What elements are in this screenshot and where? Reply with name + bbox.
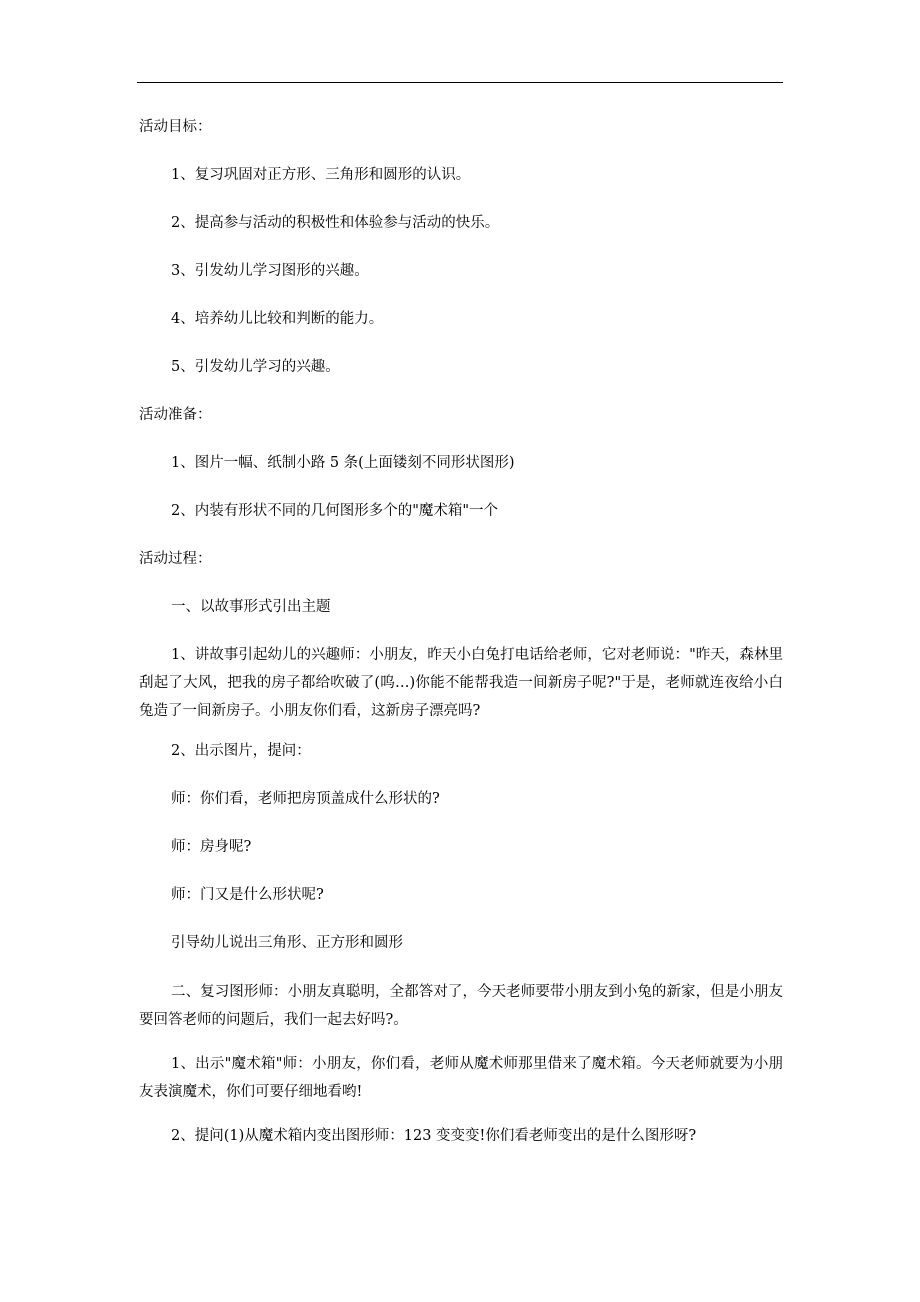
heading-goals: 活动目标： [139,119,212,135]
heading-process: 活动过程： [139,551,212,567]
magic-box-paragraph: 1、出示"魔术箱"师：小朋友，你们看，老师从魔术师那里借来了魔术箱。今天老师就要为小朋友表演魔术，你们可要仔细地看哟! [139,1056,783,1100]
teacher-question-body: 师：房身呢? [171,839,252,855]
process-story-paragraph: 1、讲故事引起幼儿的兴趣师：小朋友，昨天小白兔打电话给老师，它对老师说："昨天，森林里刮起了大风，把我的房子都给吹破了(呜…)你能不能帮我造一间新房子呢?"于是，老师就连夜给小白兔造了一间新房子。小朋友你们看，这新房子漂亮吗? [139,647,783,719]
header-rule [137,82,783,83]
goal-item-3: 3、引发幼儿学习图形的兴趣。 [171,263,369,279]
goal-item-2: 2、提高参与活动的积极性和体验参与活动的快乐。 [171,215,500,231]
process-show-picture: 2、出示图片，提问： [171,743,311,759]
teacher-question-door: 师：门又是什么形状呢? [171,887,324,903]
goal-item-5: 5、引发幼儿学习的兴趣。 [171,359,340,375]
prep-item-1: 1、图片一幅、纸制小路 5 条(上面镂刻不同形状图形) [171,455,515,471]
heading-preparation: 活动准备： [139,407,212,423]
teacher-question-roof: 师：你们看，老师把房顶盖成什么形状的? [171,791,440,807]
guide-children-text: 引导幼儿说出三角形、正方形和圆形 [171,935,403,951]
process-section-2-paragraph: 二、复习图形师：小朋友真聪明，全都答对了，今天老师要带小朋友到小兔的新家，但是小朋友要回答老师的问题后，我们一起去好吗?。 [139,984,783,1028]
question-magic-shapes: 2、提问(1)从魔术箱内变出图形师：123 变变变!你们看老师变出的是什么图形呀? [171,1128,697,1144]
goal-item-4: 4、培养幼儿比较和判断的能力。 [171,311,384,327]
process-section-1: 一、以故事形式引出主题 [171,599,331,615]
prep-item-2: 2、内装有形状不同的几何图形多个的"魔术箱"一个 [171,503,499,519]
goal-item-1: 1、复习巩固对正方形、三角形和圆形的认识。 [171,167,471,183]
